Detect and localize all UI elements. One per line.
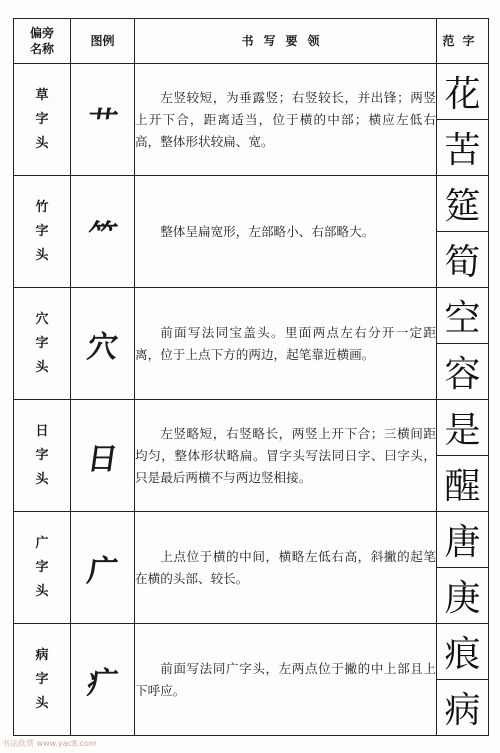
radical-glyph: 疒 bbox=[84, 665, 120, 701]
specimen-character: 容 bbox=[437, 343, 488, 399]
table-row bbox=[14, 400, 489, 512]
specimen-character: 筍 bbox=[437, 231, 488, 287]
writing-requirement bbox=[135, 64, 437, 176]
radical-name bbox=[14, 176, 71, 288]
specimen-character: 醒 bbox=[437, 455, 488, 511]
radical-name-char: 日 bbox=[35, 423, 49, 439]
radical-glyph-cell bbox=[71, 400, 135, 512]
radical-glyph-cell bbox=[71, 288, 135, 400]
header-radical-name bbox=[14, 19, 71, 64]
requirement-text: 前面写法同广字头，左两点位于撇的中上部且上下呼应。 bbox=[135, 660, 436, 698]
radical-name-char: 字 bbox=[35, 671, 49, 687]
radical-name-char: 头 bbox=[35, 471, 49, 487]
specimen-character: 苦 bbox=[437, 119, 488, 175]
radical-name-char: 字 bbox=[35, 111, 49, 127]
radical-glyph: 日 bbox=[84, 441, 120, 477]
radical-name bbox=[14, 624, 71, 736]
table-row bbox=[14, 512, 489, 624]
table-header-row bbox=[14, 19, 489, 64]
watermark-footer: 书法欣赏 www.yac8.com bbox=[2, 739, 97, 748]
table-row bbox=[14, 176, 489, 288]
radical-name-char: 头 bbox=[35, 583, 49, 599]
radical-table bbox=[13, 18, 489, 736]
radical-name-char: 竹 bbox=[35, 199, 49, 215]
radical-glyph: 广 bbox=[84, 553, 120, 589]
writing-requirement bbox=[135, 624, 437, 736]
radical-name bbox=[14, 512, 71, 624]
radical-name bbox=[14, 288, 71, 400]
specimen-cell bbox=[437, 624, 489, 736]
radical-glyph: ⺮ bbox=[84, 217, 120, 253]
radical-glyph-cell bbox=[71, 624, 135, 736]
radical-name-char: 字 bbox=[35, 335, 49, 351]
radical-name-char: 穴 bbox=[35, 311, 49, 327]
radical-name-char: 字 bbox=[35, 223, 49, 239]
radical-glyph-cell bbox=[71, 64, 135, 176]
specimen-character: 唐 bbox=[444, 522, 481, 563]
writing-requirement bbox=[135, 176, 437, 288]
specimen-character: 痕 bbox=[444, 634, 481, 675]
header-name-line1: 偏旁 bbox=[29, 26, 54, 40]
specimen-cell bbox=[437, 288, 489, 400]
specimen-cell bbox=[437, 400, 489, 512]
requirement-text: 整体呈扁宽形，左部略小、右部略大。 bbox=[160, 223, 375, 239]
radical-glyph: 穴 bbox=[84, 329, 120, 365]
header-requirement: 书写要领 bbox=[135, 19, 437, 64]
requirement-text: 上点位于横的中间，横略左低右高，斜撇的起笔在横的头部、较长。 bbox=[135, 548, 436, 586]
radical-name-char: 草 bbox=[35, 87, 49, 103]
radical-name-char: 头 bbox=[35, 247, 49, 263]
writing-requirement bbox=[135, 288, 437, 400]
radical-glyph: 艹 bbox=[84, 105, 120, 141]
radical-name-char: 字 bbox=[35, 559, 49, 575]
radical-name-char: 头 bbox=[35, 359, 49, 375]
radical-name-char: 头 bbox=[35, 135, 49, 151]
specimen-character: 是 bbox=[444, 410, 481, 451]
radical-name-char: 头 bbox=[35, 695, 49, 711]
table-row bbox=[14, 288, 489, 400]
specimen-character: 庚 bbox=[437, 567, 488, 623]
specimen-character: 病 bbox=[437, 679, 488, 735]
radical-name-char: 字 bbox=[35, 447, 49, 463]
specimen-cell bbox=[437, 64, 489, 176]
specimen-character: 空 bbox=[444, 298, 481, 339]
header-example: 图例 bbox=[71, 19, 135, 64]
header-specimen: 范字 bbox=[437, 19, 489, 64]
table-row bbox=[14, 64, 489, 176]
radical-glyph-cell bbox=[71, 512, 135, 624]
specimen-character: 筵 bbox=[444, 186, 481, 227]
header-name-line2: 名称 bbox=[29, 42, 54, 56]
radical-name-char: 病 bbox=[35, 647, 49, 663]
specimen-character: 花 bbox=[444, 74, 481, 115]
writing-requirement bbox=[135, 400, 437, 512]
writing-requirement bbox=[135, 512, 437, 624]
specimen-cell bbox=[437, 176, 489, 288]
table-row bbox=[14, 624, 489, 736]
radical-name bbox=[14, 64, 71, 176]
requirement-text: 左竖较短，为垂露竖；右竖较长，并出锋；两竖上开下合，距离适当，位于横的中部；横应左低右高，整体形状较扁、宽。 bbox=[135, 89, 436, 149]
radical-name bbox=[14, 400, 71, 512]
requirement-text: 左竖略短，右竖略长，两竖上开下合；三横间距均匀，整体形状略扁。冒字头写法同日字、曰字头，只是最后两横不与两边竖相接。 bbox=[135, 425, 436, 485]
specimen-cell bbox=[437, 512, 489, 624]
radical-name-char: 广 bbox=[35, 535, 49, 551]
radical-glyph-cell bbox=[71, 176, 135, 288]
requirement-text: 前面写法同宝盖头。里面两点左右分开一定距离，位于上点下方的两边，起笔靠近横画。 bbox=[135, 324, 436, 362]
